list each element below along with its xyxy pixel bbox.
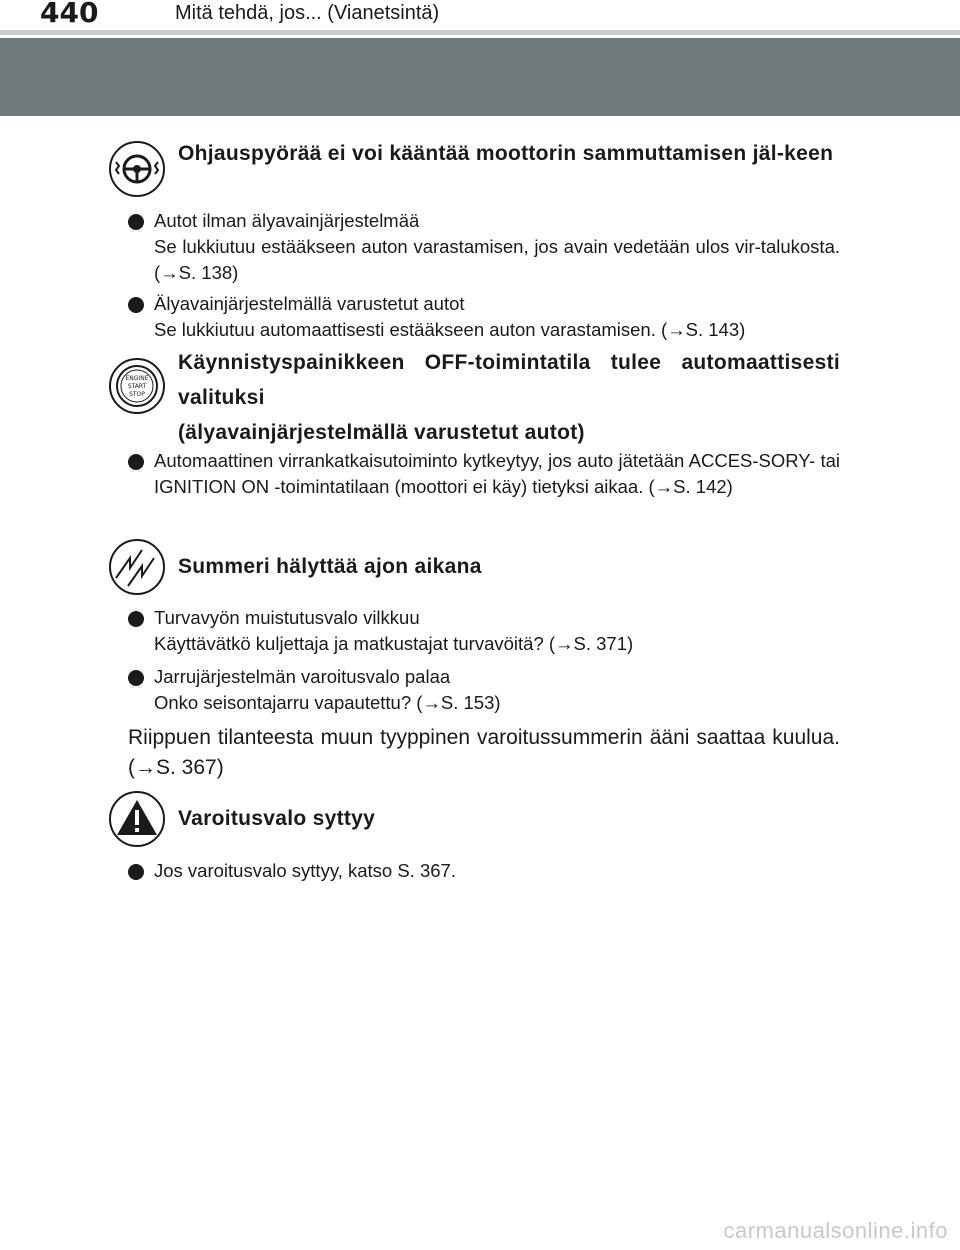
heading-main: Käynnistyspainikkeen OFF-toimintatila tulee automaattisesti valituksi (178, 351, 840, 409)
steering-lock-icon (108, 140, 166, 198)
item-text: Se lukkiutuu estääkseen auton varastamisen, jos avain vedetään ulos vir-talukosta. (→S. 138) (154, 236, 840, 283)
section-heading: Summeri hälyttää ajon aikana (178, 555, 482, 578)
bullet-icon (128, 297, 144, 313)
list-item (128, 208, 840, 286)
list-item (128, 858, 840, 884)
item-text: Jos varoitusvalo syttyy, katso S. 367. (154, 860, 456, 881)
note-text: Riippuen tilanteesta muun tyyppinen varoitussummerin ääni saattaa kuulua. (→S. 367) (128, 726, 840, 779)
warning-icon (108, 790, 166, 848)
header-band (0, 38, 960, 116)
page-number: 440 (40, 0, 99, 29)
item-text: Käyttävätkö kuljettaja ja matkustajat turvavöitä? (→S. 371) (154, 633, 634, 654)
item-title: Turvavyön muistutusvalo vilkkuu (154, 607, 420, 628)
bullet-icon (128, 670, 144, 686)
section-heading (178, 345, 840, 450)
item-title: Älyavainjärjestelmällä varustetut autot (154, 293, 465, 314)
list-item (128, 291, 840, 343)
bullet-icon (128, 454, 144, 470)
page-header (0, 0, 960, 32)
item-title: Autot ilman älyavainjärjestelmää (154, 210, 420, 231)
item-text: Se lukkiutuu automaattisesti estääkseen auton varastamisen. (→S. 143) (154, 319, 746, 340)
item-text: Automaattinen virrankatkaisutoiminto kytkeytyy, jos auto jätetään ACCES-SORY- tai IGNITION ON -toimintatilaan (moottori ei käy) tietyksi aikaa. (→S. 142) (154, 450, 840, 497)
watermark: carmanualsonline.info (723, 1218, 948, 1243)
list-item (128, 448, 840, 500)
list-item (128, 605, 840, 657)
header-rule (0, 30, 960, 35)
item-text: Onko seisontajarru vapautettu? (→S. 153) (154, 692, 501, 713)
bullet-icon (128, 611, 144, 627)
list-item (128, 664, 840, 716)
bullet-icon (128, 214, 144, 230)
buzzer-icon (108, 538, 166, 596)
item-title: Jarrujärjestelmän varoitusvalo palaa (154, 666, 451, 687)
engine-start-stop-icon (108, 357, 166, 415)
icon-label-engine: ENGINE (125, 375, 149, 382)
bullet-icon (128, 864, 144, 880)
section-heading: Varoitusvalo syttyy (178, 807, 376, 830)
chapter-title: Mitä tehdä, jos... (Vianetsintä) (175, 2, 440, 24)
section-heading: Ohjauspyörää ei voi kääntää moottorin sammuttamisen jäl-keen (178, 142, 834, 165)
heading-sub: (älyavainjärjestelmällä varustetut autot) (178, 421, 585, 444)
icon-label-stop: STOP (129, 391, 145, 398)
icon-label-start: START (127, 383, 147, 390)
